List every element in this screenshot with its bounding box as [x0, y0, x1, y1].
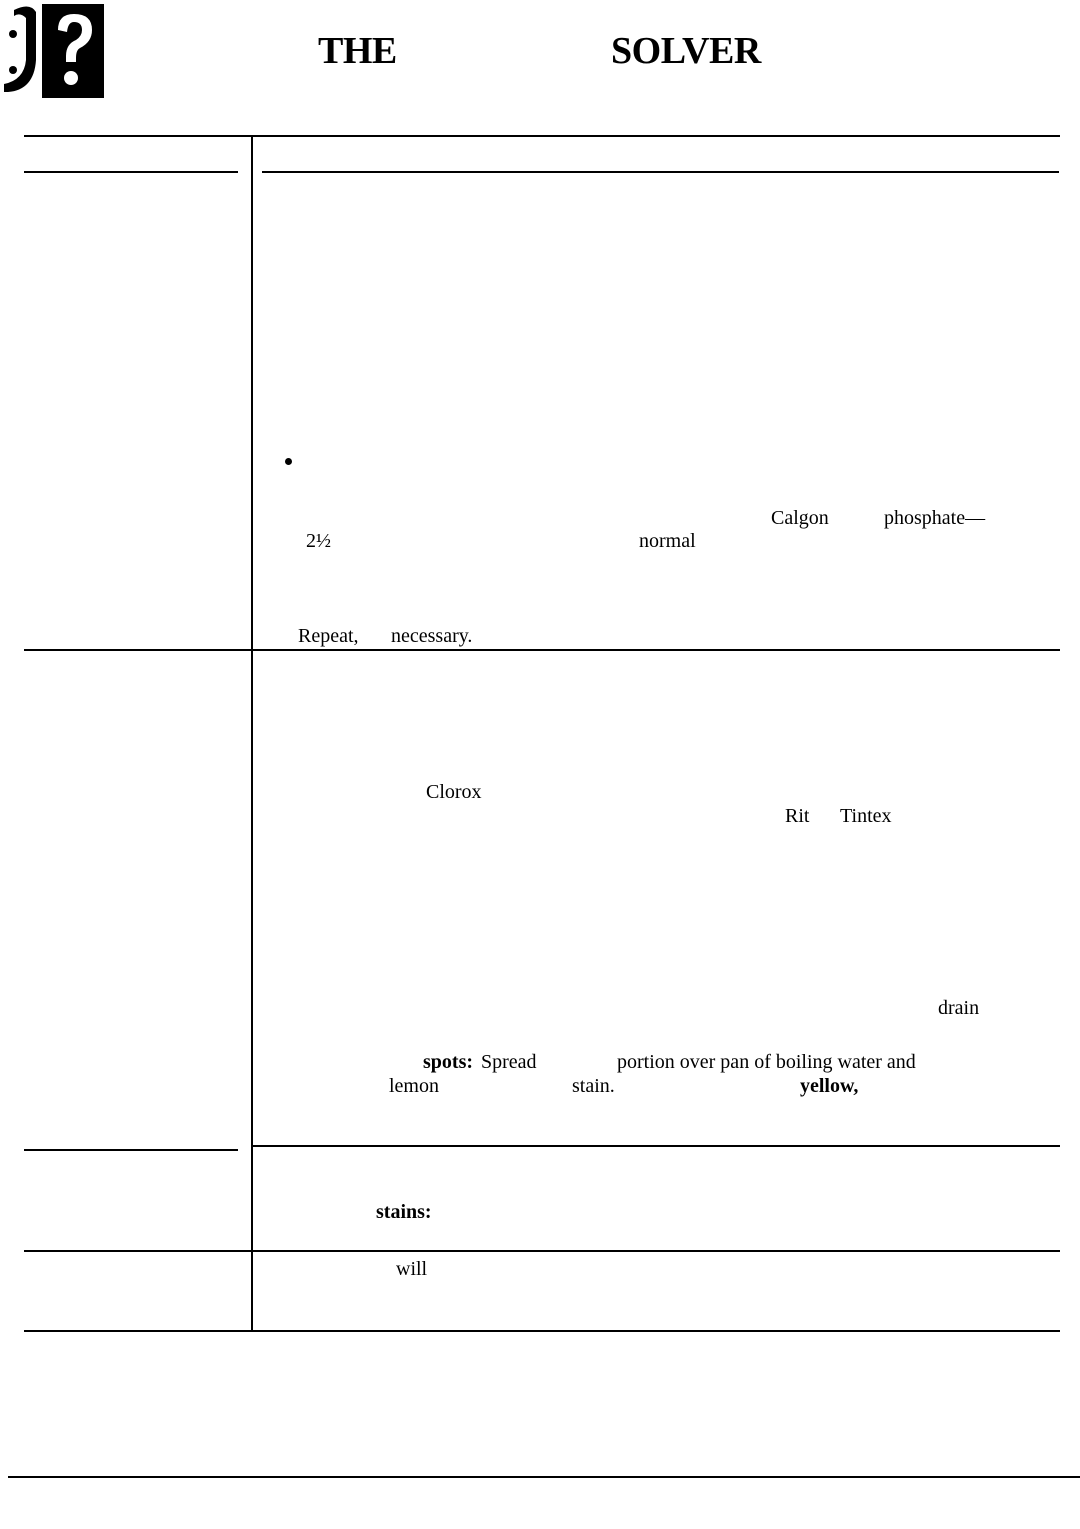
row-divider-2-left — [24, 1149, 238, 1151]
table-bottom-rule — [24, 1330, 1060, 1332]
text-stains: stains: — [376, 1201, 432, 1223]
text-rit: Rit — [785, 805, 810, 827]
footer-rule — [8, 1476, 1080, 1478]
text-two-half: 2½ — [306, 530, 331, 552]
text-spots: spots: — [423, 1051, 474, 1073]
text-calgon: Calgon — [771, 507, 829, 529]
title-the: THE — [318, 30, 397, 72]
title-solver: SOLVER — [611, 30, 761, 72]
row-divider-2-right — [253, 1145, 1060, 1147]
left-header-rule — [24, 171, 238, 173]
text-will: will — [396, 1258, 428, 1280]
table-column-divider — [251, 135, 253, 1331]
row-divider-1 — [24, 649, 1060, 651]
text-drain: drain — [938, 997, 980, 1019]
question-mark-logo-icon — [0, 0, 106, 100]
row-divider-3 — [24, 1250, 1060, 1252]
right-header-rule — [262, 171, 1059, 173]
text-tintex: Tintex — [840, 805, 892, 827]
text-stain: stain. — [572, 1075, 615, 1097]
text-necessary: necessary. — [391, 625, 473, 647]
text-normal: normal — [639, 530, 696, 552]
text-clorox: Clorox — [426, 781, 482, 803]
text-yellow: yellow, — [800, 1075, 859, 1097]
text-spread: Spread — [481, 1051, 537, 1073]
table-top-rule — [24, 135, 1060, 137]
text-phosphate: phosphate— — [884, 507, 986, 529]
text-portion: portion over pan of boiling water and — [617, 1051, 916, 1073]
text-lemon: lemon — [389, 1075, 439, 1097]
text-repeat: Repeat, — [298, 625, 359, 647]
bullet-icon — [285, 458, 292, 465]
